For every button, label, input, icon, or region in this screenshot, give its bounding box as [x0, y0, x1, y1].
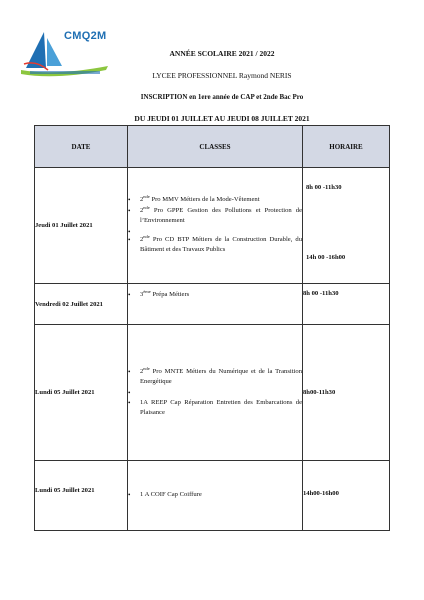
school-year-title: ANNÉE SCOLAIRE 2021 / 2022 — [169, 49, 275, 58]
table-row — [35, 168, 390, 284]
table-header-row — [35, 126, 390, 168]
hour-morning: 8h 00 -11h30 — [306, 184, 342, 191]
header-classes: CLASSES — [128, 126, 303, 168]
row-hours: 8h 00 -11h30 — [303, 284, 390, 325]
row-date: Jeudi 01 Juillet 2021 — [35, 168, 128, 284]
row-date: Lundi 05 Juillet 2021 — [35, 461, 128, 531]
row-hours — [303, 168, 390, 284]
row-date: Lundi 05 Juillet 2021 — [35, 325, 128, 461]
row-classes — [128, 325, 303, 461]
table-row — [35, 461, 390, 531]
spacer — [128, 227, 302, 235]
row-classes — [128, 461, 303, 531]
table-row — [35, 284, 390, 325]
list-item: • 1A REEP Cap Réparation Entretien des Embarcations de Plaisance — [128, 398, 302, 419]
list-item: • 2nde Pro CD BTP Métiers de la Construction Durable, du Bâtiment et des Travaux Publics — [128, 235, 302, 256]
table-row — [35, 325, 390, 461]
header-date: DATE — [35, 126, 128, 168]
list-item: • 3ème Prépa Métiers — [128, 290, 302, 301]
list-item: • 2nde Pro GPPE Gestion des Pollutions et Protection de l’Environnement — [128, 206, 302, 227]
list-item: • 1 A COIF Cap Coiffure — [128, 490, 302, 501]
row-classes — [128, 284, 303, 325]
inscription-title: INSCRIPTION en 1ere année de CAP et 2nde Bac Pro — [140, 93, 304, 101]
row-hours: 8h00-11h30 — [303, 325, 390, 461]
row-classes — [128, 168, 303, 284]
logo-brand-text: CMQ2M — [64, 30, 107, 42]
header-horaire: HORAIRE — [303, 126, 390, 168]
row-date: Vendredi 02 Juillet 2021 — [35, 284, 128, 325]
list-item: • 2nde Pro MNTE Métiers du Numérique et de la Transition Energétique — [128, 367, 302, 388]
row-hours: 14h00-16h00 — [303, 461, 390, 531]
hour-afternoon: 14h 00 -16h00 — [306, 254, 346, 261]
schedule-table — [34, 125, 390, 531]
period-title: DU JEUDI 01 JUILLET AU JEUDI 08 JUILLET 2021 — [134, 114, 310, 123]
list-item: • 2nde Pro MMV Métiers de la Mode-Vêtement — [128, 195, 302, 206]
school-name: LYCEE PROFESSIONNEL Raymond NERIS — [152, 71, 292, 80]
spacer — [128, 388, 302, 398]
